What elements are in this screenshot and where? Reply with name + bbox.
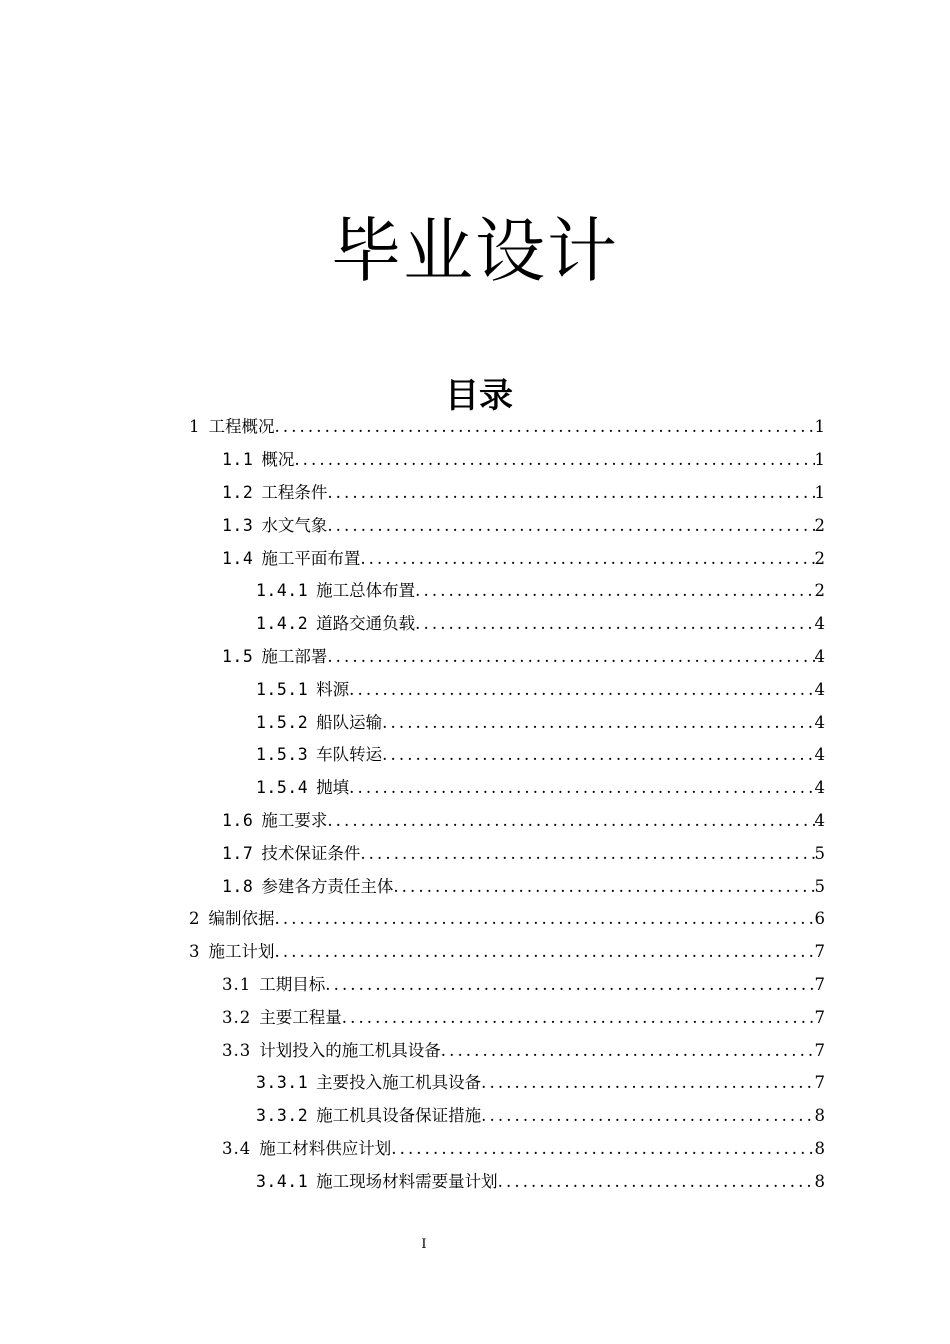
toc-dot-leader [382, 744, 814, 766]
toc-dot-leader [360, 843, 814, 865]
toc-entry-number: 1.5 [222, 646, 254, 666]
toc-entry[interactable] [222, 509, 825, 542]
toc-entry-title: 施工总体布置 [316, 581, 416, 601]
toc-entry-page: 4 [814, 679, 825, 699]
toc-entry-number: 3.3.1 [256, 1073, 309, 1093]
toc-entry[interactable] [189, 903, 825, 936]
toc-entry[interactable] [189, 936, 825, 969]
toc-entry-page: 5 [814, 876, 825, 896]
toc-entry-title: 施工计划 [208, 942, 275, 962]
toc-entry[interactable] [222, 542, 825, 575]
toc-entry-page: 2 [814, 581, 825, 601]
toc-entry[interactable] [222, 1133, 825, 1166]
toc-entry-title: 工程概况 [208, 417, 275, 437]
toc-entry-number: 3 [189, 942, 201, 962]
toc-entry-number: 1 [189, 417, 201, 437]
toc-entry-number: 1.4.2 [256, 614, 309, 634]
toc-dot-leader [275, 941, 815, 963]
toc-entry-number: 1.5.3 [256, 745, 309, 765]
toc-entry[interactable] [222, 969, 825, 1002]
toc-entry-number: 1.5.4 [256, 778, 309, 798]
toc-entry-title: 主要投入施工机具设备 [316, 1073, 482, 1093]
toc-entry-title: 施工平面布置 [261, 548, 361, 568]
toc-entry-page: 5 [814, 843, 825, 863]
toc-entry-page: 7 [814, 1073, 825, 1093]
toc-entry-number: 3.2 [222, 1007, 252, 1027]
toc-entry[interactable] [256, 739, 825, 772]
toc-entry[interactable] [222, 641, 825, 674]
toc-entry[interactable] [222, 1001, 825, 1034]
toc-entry-page: 6 [814, 909, 825, 929]
page-number-footer: I [421, 1237, 427, 1252]
toc-entry[interactable] [256, 706, 825, 739]
toc-entry-number: 3.4 [222, 1138, 252, 1158]
toc-dot-leader [415, 613, 814, 635]
toc-entry-title: 施工机具设备保证措施 [316, 1106, 482, 1126]
toc-entry[interactable] [256, 772, 825, 805]
toc-entry[interactable] [256, 1165, 825, 1198]
toc-entry-number: 1.1 [222, 450, 254, 470]
toc-dot-leader [327, 482, 814, 504]
toc-entry-title: 抛填 [316, 778, 350, 798]
toc-dot-leader [327, 810, 814, 832]
toc-entry-number: 2 [189, 909, 201, 929]
toc-entry-title: 编制依据 [208, 909, 275, 929]
toc-entry-page: 7 [814, 1040, 825, 1060]
toc-entry-page: 4 [814, 614, 825, 634]
toc-entry-title: 水文气象 [261, 515, 328, 535]
toc-entry-title: 工程条件 [261, 482, 328, 502]
toc-entry[interactable] [222, 870, 825, 903]
toc-entry-title: 施工要求 [261, 810, 328, 830]
toc-dot-leader [441, 1040, 815, 1062]
toc-dot-leader [325, 974, 814, 996]
toc-entry-title: 施工现场材料需要量计划 [316, 1171, 498, 1191]
toc-entry-title: 主要工程量 [259, 1007, 342, 1027]
toc-entry-title: 概况 [261, 450, 295, 470]
toc-entry-number: 3.3 [222, 1040, 252, 1060]
toc-dot-leader [498, 1171, 815, 1193]
toc-entry-title: 车队转运 [316, 745, 383, 765]
toc-entry-page: 1 [814, 482, 825, 502]
toc-entry-title: 工期目标 [259, 974, 326, 994]
toc-entry-number: 1.5.1 [256, 679, 309, 699]
toc-dot-leader [481, 1105, 814, 1127]
toc-dot-leader [327, 515, 814, 537]
toc-entry[interactable] [256, 673, 825, 706]
toc-entry-title: 技术保证条件 [261, 843, 361, 863]
toc-entry-page: 4 [814, 712, 825, 732]
toc-entry[interactable] [189, 411, 825, 444]
toc-dot-leader [275, 908, 815, 930]
toc-dot-leader [275, 416, 815, 438]
toc-dot-leader [393, 876, 814, 898]
toc-dot-leader [294, 449, 814, 471]
toc-entry[interactable] [222, 477, 825, 510]
toc-entry-title: 施工部署 [261, 646, 328, 666]
toc-entry-number: 3.4.1 [256, 1171, 309, 1191]
toc-entry-title: 参建各方责任主体 [261, 876, 394, 896]
toc-entry[interactable] [256, 1100, 825, 1133]
toc-entry-page: 2 [814, 548, 825, 568]
toc-entry-page: 4 [814, 778, 825, 798]
toc-entry-number: 1.6 [222, 810, 254, 830]
toc-entry-page: 4 [814, 646, 825, 666]
toc-entry[interactable] [222, 444, 825, 477]
toc-entry-page: 7 [814, 974, 825, 994]
toc-entry-number: 1.2 [222, 482, 254, 502]
toc-entry-page: 8 [814, 1106, 825, 1126]
toc-entry-title: 道路交通负载 [316, 614, 416, 634]
toc-entry-page: 7 [814, 1007, 825, 1027]
toc-dot-leader [382, 712, 814, 734]
toc-dot-leader [349, 777, 814, 799]
toc-entry-title: 船队运输 [316, 712, 383, 732]
toc-entry-title: 计划投入的施工机具设备 [259, 1040, 441, 1060]
toc-entry-page: 1 [814, 417, 825, 437]
toc-entry-title: 施工材料供应计划 [259, 1138, 392, 1158]
toc-heading: 目录 [445, 376, 513, 416]
toc-entry-page: 4 [814, 810, 825, 830]
toc-dot-leader [415, 580, 814, 602]
toc-dot-leader [327, 646, 814, 668]
toc-dot-leader [391, 1138, 814, 1160]
toc-entry[interactable] [222, 1034, 825, 1067]
toc-entry-number: 3.1 [222, 974, 252, 994]
toc-dot-leader [481, 1072, 814, 1094]
toc-dot-leader [349, 679, 814, 701]
toc-entry-number: 1.4.1 [256, 581, 309, 601]
toc-entry-page: 8 [814, 1171, 825, 1191]
toc-entry-number: 1.8 [222, 876, 254, 896]
toc-entry-page: 7 [814, 942, 825, 962]
toc-dot-leader [360, 548, 814, 570]
toc-entry[interactable] [256, 608, 825, 641]
toc-entry[interactable] [222, 805, 825, 838]
document-title: 毕业设计 [331, 210, 619, 292]
toc-entry[interactable] [256, 1067, 825, 1100]
toc-entry-page: 8 [814, 1138, 825, 1158]
toc-entry-page: 4 [814, 745, 825, 765]
toc-entry-title: 料源 [316, 679, 350, 699]
toc-entry-number: 1.4 [222, 548, 254, 568]
toc-entry-page: 2 [814, 515, 825, 535]
table-of-contents [0, 411, 950, 1198]
toc-entry-number: 1.5.2 [256, 712, 309, 732]
toc-entry[interactable] [256, 575, 825, 608]
toc-entry[interactable] [222, 837, 825, 870]
toc-entry-number: 1.3 [222, 515, 254, 535]
toc-dot-leader [342, 1007, 815, 1029]
toc-entry-number: 3.3.2 [256, 1106, 309, 1126]
toc-entry-number: 1.7 [222, 843, 254, 863]
toc-entry-page: 1 [814, 450, 825, 470]
